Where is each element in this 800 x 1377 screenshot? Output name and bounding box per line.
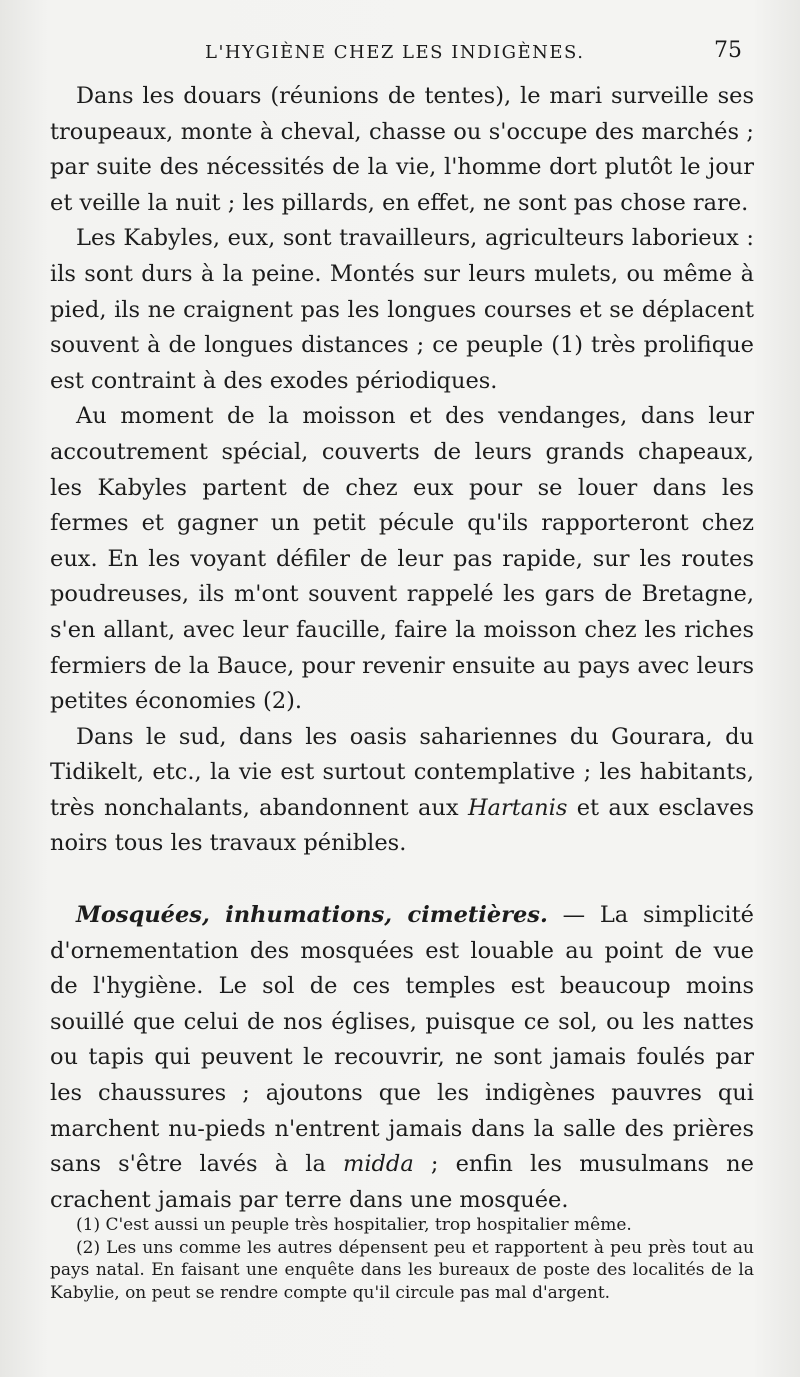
running-head xyxy=(0,36,800,72)
hartanis-term: Hartanis xyxy=(467,794,568,821)
paragraph-moisson: Au moment de la moisson et des vendanges, dans leur accoutrement spécial, couverts de leurs grands chapeaux, les Kabyles partent de chez eux pour se louer dans les fermes et gagner un petit pécule qu'ils rapporteront chez eux. En les voyant défiler de leur pas rapide, sur les routes poudreuses, ils m'ont souvent rappelé les gars de Bretagne, s'en allant, avec leur faucille, faire la moisson chez les riches fermiers de la Bauce, pour revenir ensuite au pays avec leurs petites économies (2). xyxy=(50,403,754,715)
paragraph-sud-text-2: et aux esclaves noirs tous les travaux pénibles. xyxy=(50,794,754,857)
paragraph-kabyles: Les Kabyles, eux, sont travailleurs, agriculteurs laborieux : ils sont durs à la peine. Montés sur leurs mulets, ou même à pied, ils ne craignent pas les longues courses et se déplacent souvent à de longues distances ; ce peuple (1) très prolifique est contraint à des exodes périodiques. xyxy=(50,225,754,394)
section-heading: Mosquées, inhumations, cimetières. xyxy=(76,902,548,929)
footnotes xyxy=(50,1214,754,1304)
paragraph-sud xyxy=(50,720,754,862)
running-title: L'HYGIÈNE CHEZ LES INDIGÈNES. xyxy=(205,42,585,63)
paragraph-mosquees xyxy=(50,898,754,1218)
paragraph-mosquees-text-1: — La simplicité d'ornementation des mosquées est louable au point de vue de l'hygiène. Le sol de ces temples est beaucoup moins souillé que celui de nos églises, puisque ce sol, ou les nattes ou tapis qui peuvent le recouvrir, ne sont jamais foulés par les chaussures ; ajoutons que les indigènes pauvres qui marchent nu-pieds n'entrent jamais dans la salle des prières sans s'être lavés à la xyxy=(50,902,754,1178)
footnote-1: (1) C'est aussi un peuple très hospitalier, trop hospitalier même. xyxy=(76,1215,632,1235)
page-number: 75 xyxy=(714,38,742,63)
paragraph-mosquees-text-2: ; enfin les musulmans ne crachent jamais par terre dans une mosquée. xyxy=(50,1151,754,1213)
paragraph-douars: Dans les douars (réunions de tentes), le mari surveille ses troupeaux, monte à cheval, chasse ou s'occupe des marchés ; par suite des nécessités de la vie, l'homme dort plutôt le jour et veille la nuit ; les pillards, en effet, ne sont pas chose rare. xyxy=(50,83,754,216)
paragraph-sud-text-1: Dans le sud, dans les oasis sahariennes du Gourara, du Tidikelt, etc., la vie est surtout contemplative ; les habitants, très nonchalants, abandonnent aux xyxy=(50,723,754,821)
footnote-2: (2) Les uns comme les autres dépensent peu et rapportent à peu près tout au pays natal. En faisant une enquête dans les bureaux de poste des localités de la Kabylie, on peut se rendre compte qu'il circule pas mal d'argent. xyxy=(50,1237,754,1303)
midda-term: midda xyxy=(343,1151,414,1178)
body-text xyxy=(50,79,754,1218)
